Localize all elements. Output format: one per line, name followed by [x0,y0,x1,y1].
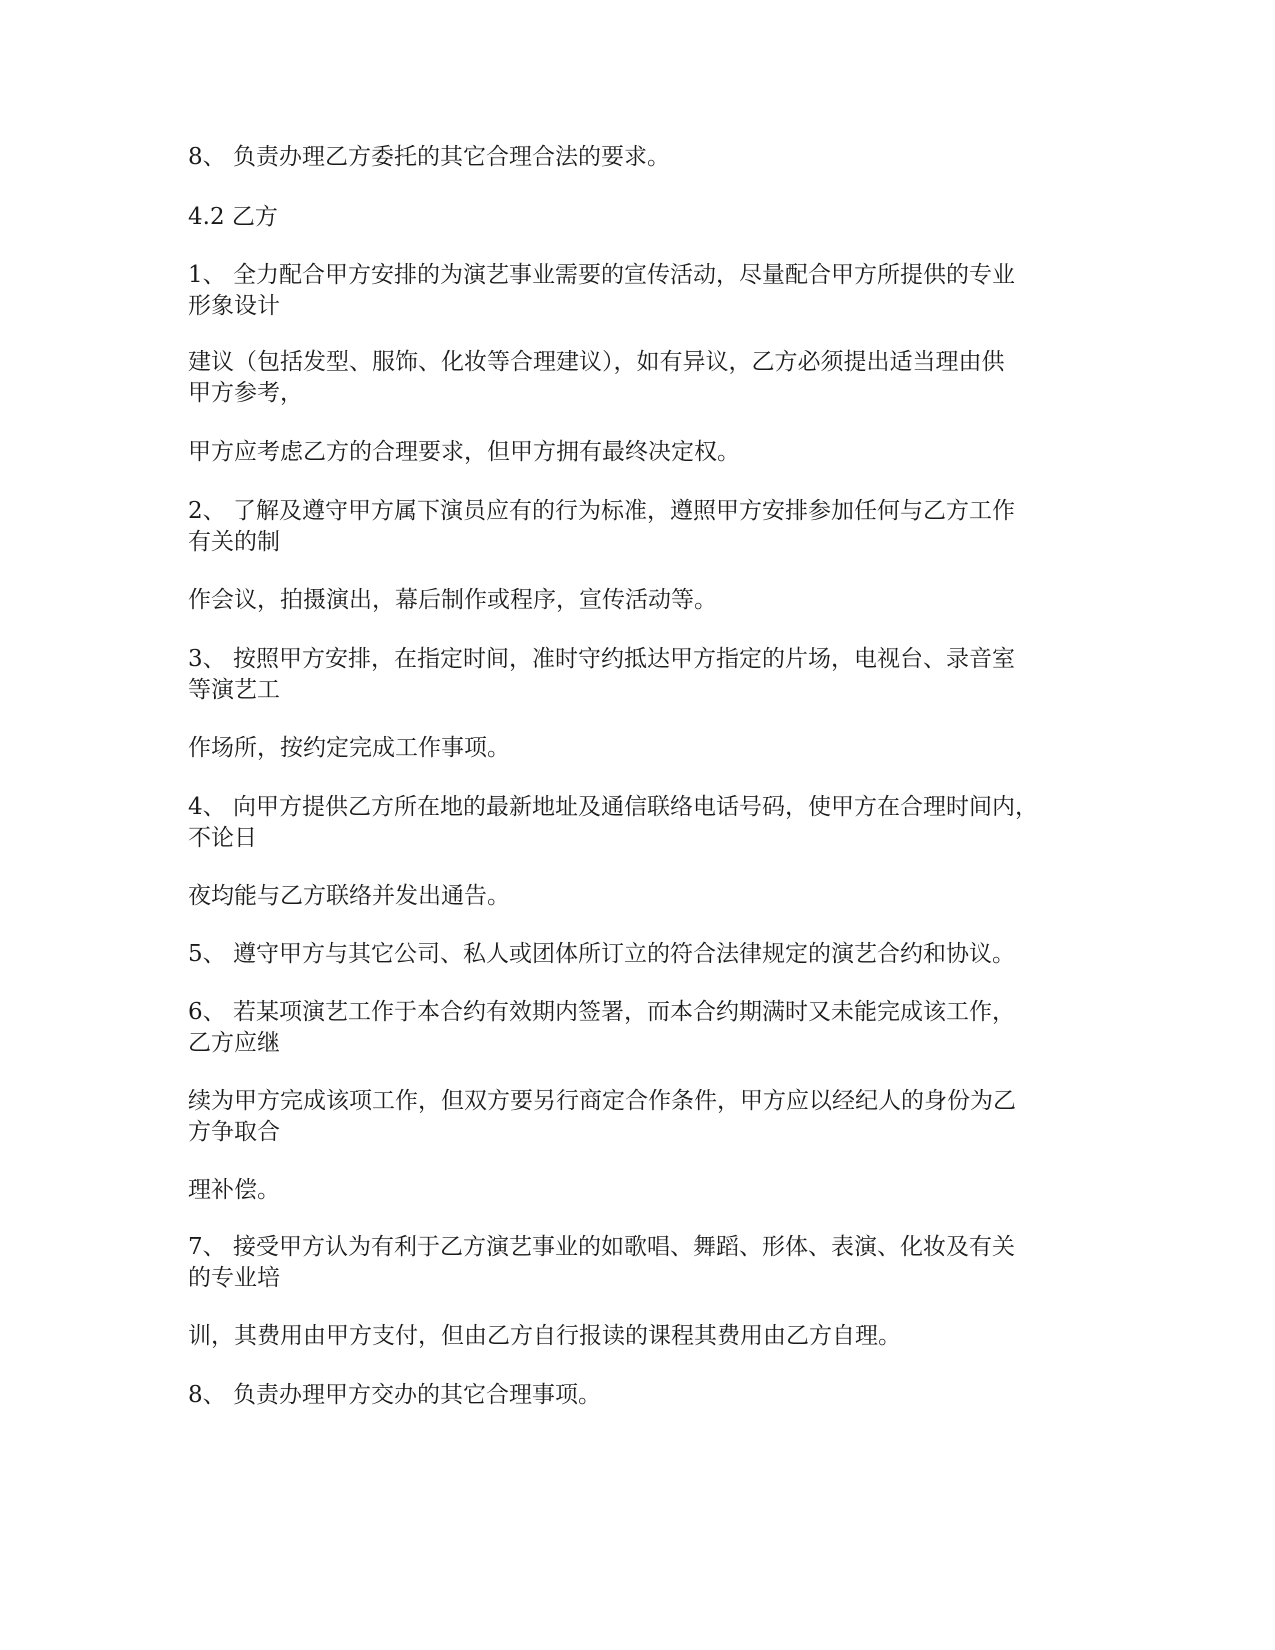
text-line: 方争取合 [188,1119,280,1145]
text-line: 8、 负责办理甲方交办的其它合理事项。 [188,1382,601,1408]
text-line: 甲方应考虑乙方的合理要求，但甲方拥有最终决定权。 [188,439,740,465]
text-line: 甲方参考， [188,380,303,406]
paragraph-item-5 [188,939,1088,970]
text-line: 形象设计 [188,293,280,319]
paragraph-party-a-item-8 [188,142,1088,173]
text-line: 5、 遵守甲方与其它公司、私人或团体所订立的符合法律规定的演艺合约和协议。 [188,941,1015,967]
paragraph-item-1 [188,260,1088,322]
text-line: 作场所，按约定完成工作事项。 [188,735,510,761]
paragraph-item-6 [188,997,1088,1059]
text-line: 夜均能与乙方联络并发出通告。 [188,883,510,909]
text-line: 续为甲方完成该项工作，但双方要另行商定合作条件，甲方应以经纪人的身份为乙 [188,1088,1016,1114]
paragraph-item-6-cont-2 [188,1175,1088,1206]
text-line: 建议（包括发型、服饰、化妆等合理建议），如有异议，乙方必须提出适当理由供 [188,349,1005,375]
text-line: 作会议，拍摄演出，幕后制作或程序，宣传活动等。 [188,587,717,613]
paragraph-item-7-cont [188,1321,1088,1352]
paragraph-item-1-cont-2 [188,437,1088,468]
text-line: 4.2 乙方 [188,204,278,230]
text-line: 的专业培 [188,1265,280,1291]
section-heading-4-2 [188,202,1088,233]
paragraph-item-4 [188,792,1088,854]
paragraph-item-3-cont [188,733,1088,764]
text-line: 乙方应继 [188,1030,280,1056]
text-line: 6、 若某项演艺工作于本合约有效期内签署，而本合约期满时又未能完成该工作， [188,999,1015,1025]
text-line: 理补偿。 [188,1177,280,1203]
paragraph-item-2-cont [188,585,1088,616]
paragraph-item-6-cont [188,1086,1088,1148]
paragraph-item-8 [188,1380,1088,1411]
text-line: 3、 按照甲方安排，在指定时间，准时守约抵达甲方指定的片场，电视台、录音室 [188,646,1015,672]
text-line: 1、 全力配合甲方安排的为演艺事业需要的宣传活动，尽量配合甲方所提供的专业 [188,262,1015,288]
text-line: 7、 接受甲方认为有利于乙方演艺事业的如歌唱、舞蹈、形体、表演、化妆及有关 [188,1234,1015,1260]
text-line: 8、 负责办理乙方委托的其它合理合法的要求。 [188,144,670,170]
paragraph-item-7 [188,1232,1088,1294]
text-line: 4、 向甲方提供乙方所在地的最新地址及通信联络电话号码，使甲方在合理时间内， [188,794,1038,820]
text-line: 训，其费用由甲方支付，但由乙方自行报读的课程其费用由乙方自理。 [188,1323,901,1349]
text-line: 不论日 [188,825,257,851]
paragraph-item-3 [188,644,1088,706]
text-line: 有关的制 [188,529,280,555]
text-line: 2、 了解及遵守甲方属下演员应有的行为标准，遵照甲方安排参加任何与乙方工作 [188,498,1015,524]
paragraph-item-1-cont [188,347,1088,409]
text-line: 等演艺工 [188,677,280,703]
paragraph-item-4-cont [188,881,1088,912]
paragraph-item-2 [188,496,1088,558]
